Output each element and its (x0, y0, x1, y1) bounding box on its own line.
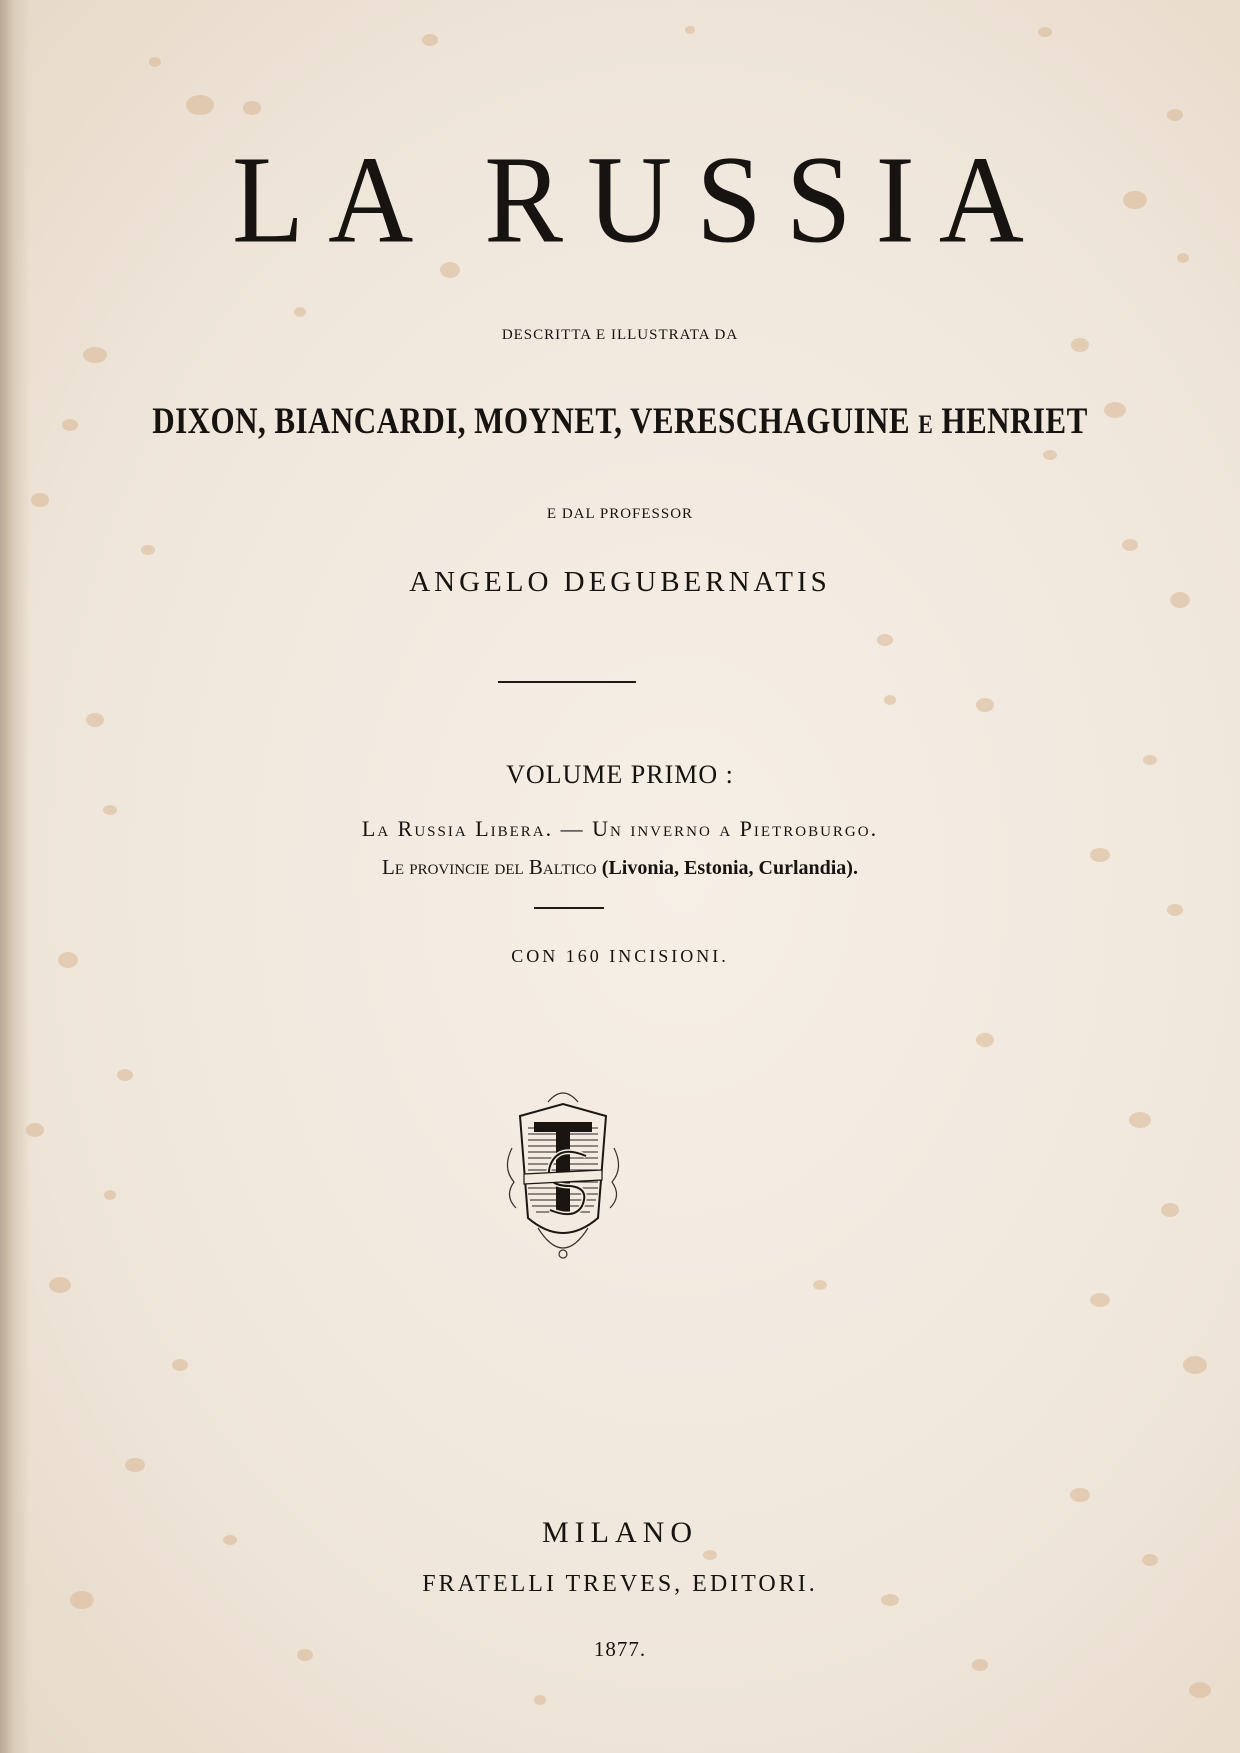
professor-name: ANGELO DEGUBERNATIS (409, 566, 831, 598)
contents-line-2-regions: (Livonia, Estonia, Curlandia). (601, 857, 858, 879)
book-title: LA RUSSIA (232, 130, 1048, 269)
author-names: DIXON, BIANCARDI, MOYNET, VERESCHAGUINE (152, 401, 911, 442)
publication-year: 1877. (593, 1637, 647, 1661)
author-last: HENRIET (941, 401, 1088, 442)
city: MILANO (542, 1516, 698, 1549)
author-conjunction: E (918, 410, 934, 439)
contents-line-1: La Russia Libera. — Un inverno a Pietroburgo. (361, 816, 879, 841)
treves-monogram-emblem-icon (498, 1078, 628, 1278)
illustrations-count: CON 160 INCISIONI. (511, 946, 729, 966)
contents-line-2 (0, 855, 1240, 880)
divider-rule-small (534, 907, 604, 909)
professor-intro: E DAL PROFESSOR (546, 506, 694, 522)
divider-rule (498, 681, 636, 683)
contents-line-2-prefix: Le provincie del Baltico (382, 855, 597, 879)
described-by-label: DESCRITTA E ILLUSTRATA DA (501, 327, 739, 343)
authors (99, 400, 1141, 443)
publisher: FRATELLI TREVES, EDITORI. (422, 1571, 818, 1597)
volume-label: VOLUME PRIMO : (506, 760, 734, 789)
